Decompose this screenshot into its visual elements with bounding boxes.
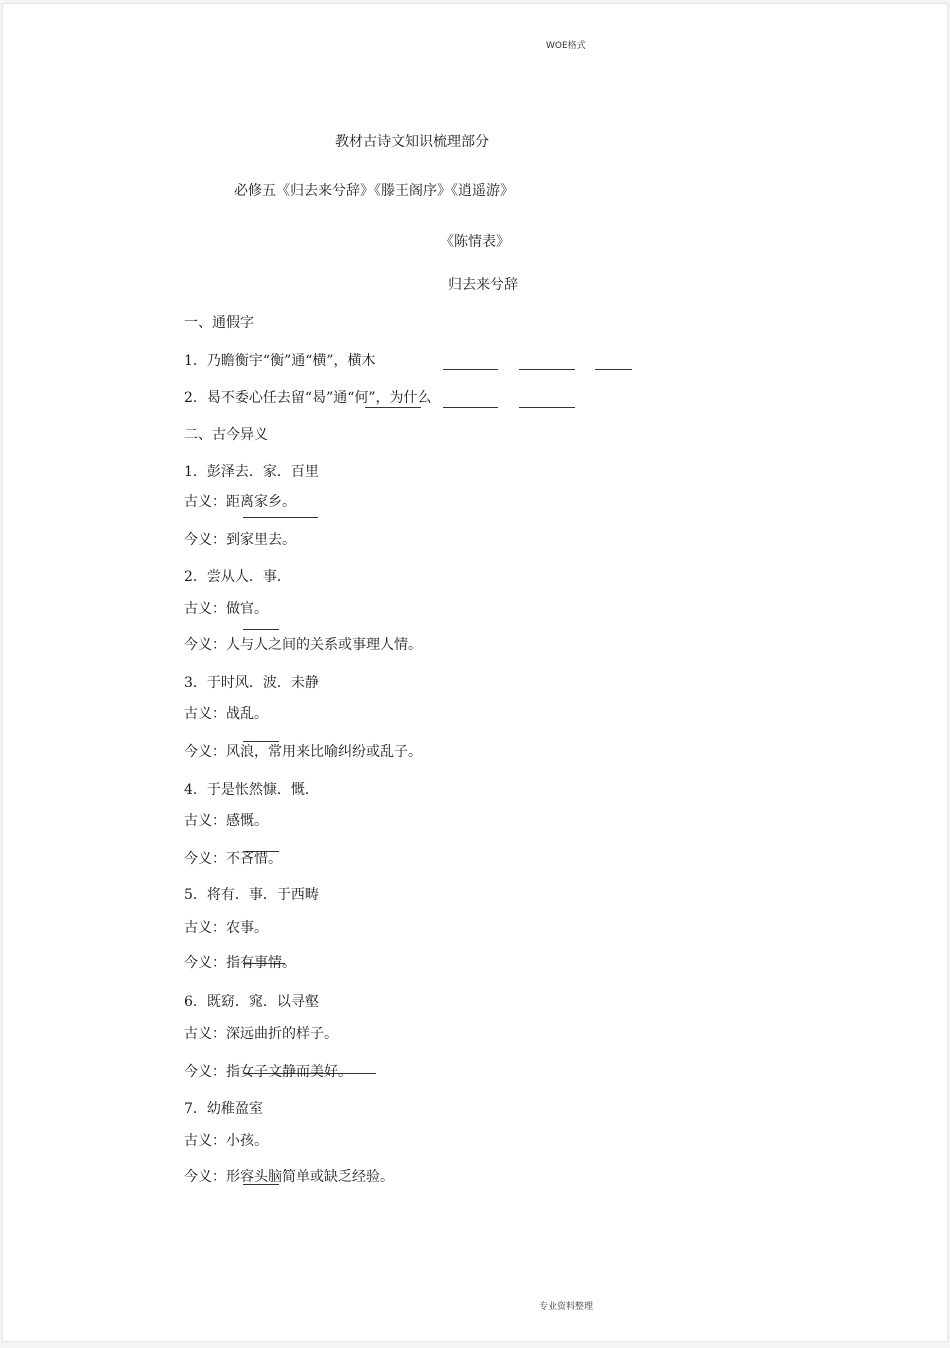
entry-ancient-meaning: 古义：感慨。: [184, 813, 268, 829]
subtitle-line-2: 《陈情表》: [440, 234, 510, 250]
entry-ancient-meaning: 古义：小孩。: [184, 1133, 268, 1149]
entry-title: 4．于是怅然慷．慨．: [184, 782, 319, 798]
entry-title: 7．幼稚盈室: [184, 1101, 263, 1117]
answer-blank: [443, 407, 498, 408]
part1-item-2: 2．曷不委心任去留“曷”通“何”，为什么: [184, 390, 432, 406]
answer-blank: [519, 369, 575, 370]
entry-modern-meaning: 今义：风浪，常用来比喻纠纷或乱子。: [184, 744, 422, 760]
entry-modern-meaning: 今义：人与人之间的关系或事理人情。: [184, 637, 422, 653]
answer-blank: [595, 369, 632, 370]
entry-modern-meaning: 今义：形容头脑简单或缺乏经验。: [184, 1169, 394, 1185]
answer-blank: [243, 629, 279, 630]
section-title: 归去来兮辞: [448, 277, 518, 293]
part1-item-1: 1．乃瞻衡宇“衡”通“横”，横木: [184, 353, 376, 369]
entry-title: 1．彭泽去．家．百里: [184, 464, 319, 480]
answer-blank: [243, 741, 279, 742]
part2-heading: 二、古今异义: [184, 427, 268, 443]
answer-blank: [443, 369, 498, 370]
answer-blank: [365, 407, 421, 408]
entry-ancient-meaning: 古义：战乱。: [184, 706, 268, 722]
entry-title: 6．既窈．窕．以寻壑: [184, 994, 319, 1010]
entry-title: 3．于时风．波．未静: [184, 675, 319, 691]
entry-ancient-meaning: 古义：农事。: [184, 920, 268, 936]
entry-title: 5．将有．事．于西畴: [184, 887, 319, 903]
document-page: [2, 3, 948, 1342]
answer-blank: [243, 517, 318, 518]
subtitle-line-1: 必修五《归去来兮辞》《滕王阁序》《逍遥游》: [234, 183, 514, 199]
entry-title: 2．尝从人．事．: [184, 569, 291, 585]
entry-modern-meaning: 今义：指女子文静而美好。: [184, 1064, 352, 1080]
answer-blank: [519, 407, 575, 408]
page-footer: 专业资料整理: [539, 1302, 594, 1312]
entry-modern-meaning: 今义：不吝惜。: [184, 851, 282, 867]
header-tag: WOE格式: [546, 41, 586, 51]
entry-ancient-meaning: 古义：做官。: [184, 601, 268, 617]
part1-heading: 一、通假字: [184, 315, 254, 331]
entry-ancient-meaning: 古义：深远曲折的样子。: [184, 1026, 338, 1042]
entry-modern-meaning: 今义：指有事情。: [184, 955, 296, 971]
entry-ancient-meaning: 古义：距离家乡。: [184, 494, 296, 510]
page-title: 教材古诗文知识梳理部分: [335, 134, 489, 150]
entry-modern-meaning: 今义：到家里去。: [184, 532, 296, 548]
